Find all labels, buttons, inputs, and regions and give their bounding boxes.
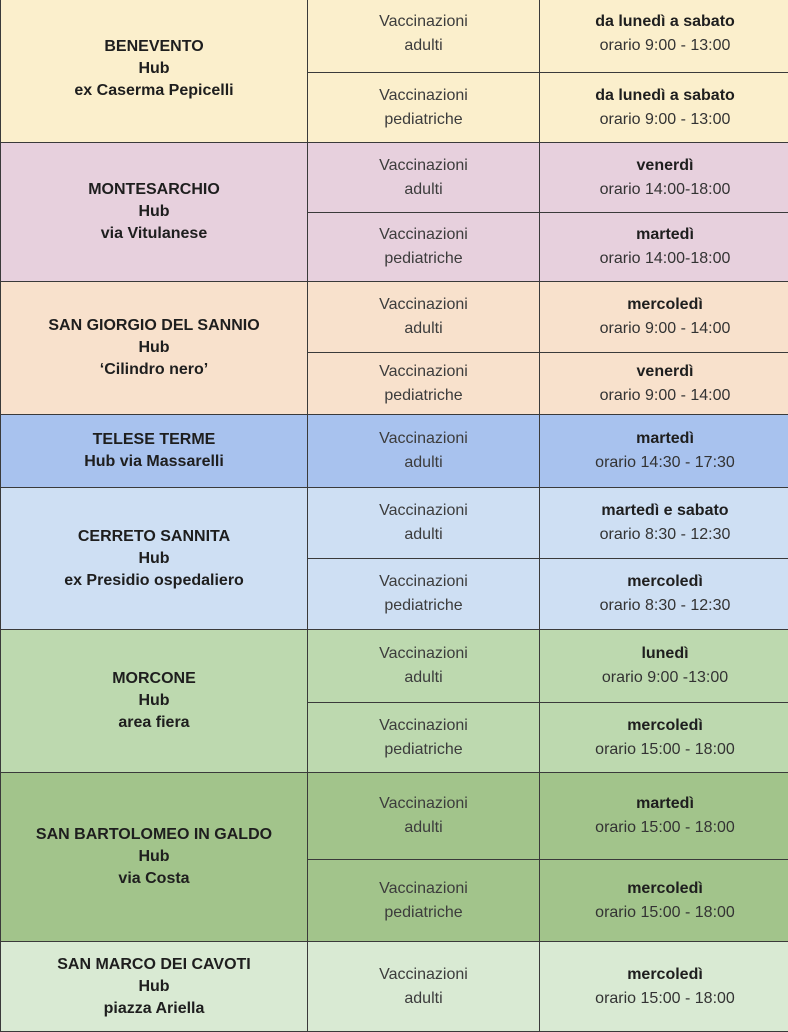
table-row	[1, 488, 788, 559]
schedule-hours: orario 9:00 - 13:00	[544, 108, 786, 132]
vaccination-type-line: pediatriche	[312, 901, 535, 925]
vaccination-type-line: adulti	[312, 816, 535, 840]
location-line: Hub	[5, 337, 303, 359]
location-line: ex Caserma Pepicelli	[5, 80, 303, 102]
schedule-days: da lunedì a sabato	[544, 84, 786, 108]
table-row	[1, 143, 788, 213]
table-row	[1, 630, 788, 703]
schedule-cell	[540, 143, 788, 213]
vaccination-type-cell	[308, 630, 540, 703]
vaccination-type-line: pediatriche	[312, 108, 535, 132]
vaccination-type-line: Vaccinazioni	[312, 877, 535, 901]
schedule-cell	[540, 942, 788, 1032]
location-line: SAN GIORGIO DEL SANNIO	[5, 315, 303, 337]
location-line: ex Presidio ospedaliero	[5, 570, 303, 592]
schedule-hours: orario 14:00-18:00	[544, 247, 786, 271]
schedule-days: martedì	[544, 427, 786, 451]
schedule-days: mercoledì	[544, 293, 786, 317]
schedule-days: da lunedì a sabato	[544, 10, 786, 34]
schedule-days: venerdì	[544, 154, 786, 178]
location-line: TELESE TERME	[5, 429, 303, 451]
schedule-days: martedì	[544, 792, 786, 816]
schedule-cell	[540, 353, 788, 415]
table-row	[1, 0, 788, 73]
location-line: BENEVENTO	[5, 36, 303, 58]
location-line: area fiera	[5, 712, 303, 734]
vaccination-type-line: Vaccinazioni	[312, 963, 535, 987]
schedule-cell	[540, 630, 788, 703]
vaccination-type-cell	[308, 353, 540, 415]
vaccination-type-cell	[308, 703, 540, 773]
schedule-hours: orario 9:00 - 13:00	[544, 34, 786, 58]
location-line: Hub	[5, 976, 303, 998]
table-row	[1, 415, 788, 488]
vaccination-type-line: adulti	[312, 523, 535, 547]
schedule-hours: orario 15:00 - 18:00	[544, 816, 786, 840]
schedule-cell	[540, 773, 788, 860]
vaccination-type-cell	[308, 559, 540, 630]
vaccination-type-cell	[308, 942, 540, 1032]
schedule-hours: orario 15:00 - 18:00	[544, 738, 786, 762]
vaccination-type-line: adulti	[312, 666, 535, 690]
vaccination-type-line: pediatriche	[312, 594, 535, 618]
location-cell	[1, 415, 308, 488]
vaccination-type-line: Vaccinazioni	[312, 154, 535, 178]
location-line: SAN BARTOLOMEO IN GALDO	[5, 824, 303, 846]
vaccination-type-line: Vaccinazioni	[312, 223, 535, 247]
location-line: Hub	[5, 690, 303, 712]
location-line: SAN MARCO DEI CAVOTI	[5, 954, 303, 976]
vaccination-type-line: adulti	[312, 178, 535, 202]
vaccination-type-cell	[308, 0, 540, 73]
location-line: MONTESARCHIO	[5, 179, 303, 201]
vaccination-type-line: pediatriche	[312, 247, 535, 271]
schedule-days: mercoledì	[544, 963, 786, 987]
vaccination-type-line: adulti	[312, 451, 535, 475]
schedule-days: mercoledì	[544, 714, 786, 738]
vaccination-type-cell	[308, 213, 540, 282]
schedule-cell	[540, 213, 788, 282]
location-line: MORCONE	[5, 668, 303, 690]
vaccination-type-line: adulti	[312, 317, 535, 341]
schedule-cell	[540, 559, 788, 630]
table-row	[1, 282, 788, 353]
vaccination-type-line: Vaccinazioni	[312, 792, 535, 816]
location-cell	[1, 143, 308, 282]
location-cell	[1, 488, 308, 630]
location-cell	[1, 630, 308, 773]
location-line: piazza Ariella	[5, 998, 303, 1020]
vaccination-type-cell	[308, 860, 540, 942]
vaccination-type-line: pediatriche	[312, 738, 535, 762]
schedule-cell	[540, 73, 788, 143]
schedule-days: mercoledì	[544, 877, 786, 901]
schedule-days: lunedì	[544, 642, 786, 666]
location-line: Hub	[5, 58, 303, 80]
vaccination-type-line: Vaccinazioni	[312, 293, 535, 317]
vaccination-type-cell	[308, 488, 540, 559]
location-line: via Costa	[5, 868, 303, 890]
schedule-hours: orario 8:30 - 12:30	[544, 523, 786, 547]
location-line: via Vitulanese	[5, 223, 303, 245]
schedule-cell	[540, 282, 788, 353]
location-line: CERRETO SANNITA	[5, 526, 303, 548]
schedule-cell	[540, 488, 788, 559]
vaccination-type-line: Vaccinazioni	[312, 360, 535, 384]
schedule-hours: orario 8:30 - 12:30	[544, 594, 786, 618]
vaccination-type-line: Vaccinazioni	[312, 570, 535, 594]
location-line: Hub	[5, 846, 303, 868]
schedule-hours: orario 9:00 - 14:00	[544, 317, 786, 341]
vaccination-type-line: Vaccinazioni	[312, 427, 535, 451]
vaccination-type-cell	[308, 773, 540, 860]
schedule-cell	[540, 703, 788, 773]
vaccination-type-cell	[308, 73, 540, 143]
schedule-hours: orario 14:30 - 17:30	[544, 451, 786, 475]
vaccination-type-cell	[308, 143, 540, 213]
schedule-cell	[540, 0, 788, 73]
schedule-cell	[540, 860, 788, 942]
vaccination-type-cell	[308, 415, 540, 488]
location-line: Hub via Massarelli	[5, 451, 303, 473]
schedule-cell	[540, 415, 788, 488]
table-row	[1, 773, 788, 860]
vaccination-type-line: pediatriche	[312, 384, 535, 408]
location-cell	[1, 942, 308, 1032]
vaccination-type-line: Vaccinazioni	[312, 10, 535, 34]
schedule-hours: orario 9:00 -13:00	[544, 666, 786, 690]
location-cell	[1, 0, 308, 143]
location-line: Hub	[5, 201, 303, 223]
schedule-hours: orario 15:00 - 18:00	[544, 901, 786, 925]
vaccination-type-line: Vaccinazioni	[312, 84, 535, 108]
vaccination-type-cell	[308, 282, 540, 353]
schedule-hours: orario 14:00-18:00	[544, 178, 786, 202]
schedule-hours: orario 9:00 - 14:00	[544, 384, 786, 408]
schedule-days: mercoledì	[544, 570, 786, 594]
location-line: ‘Cilindro nero’	[5, 359, 303, 381]
schedule-days: martedì	[544, 223, 786, 247]
vaccination-type-line: Vaccinazioni	[312, 499, 535, 523]
vaccination-type-line: Vaccinazioni	[312, 642, 535, 666]
vaccination-type-line: adulti	[312, 987, 535, 1011]
location-line: Hub	[5, 548, 303, 570]
location-cell	[1, 773, 308, 942]
table-row	[1, 942, 788, 1032]
schedule-days: martedì e sabato	[544, 499, 786, 523]
schedule-hours: orario 15:00 - 18:00	[544, 987, 786, 1011]
vaccination-type-line: Vaccinazioni	[312, 714, 535, 738]
schedule-days: venerdì	[544, 360, 786, 384]
vaccination-type-line: adulti	[312, 34, 535, 58]
location-cell	[1, 282, 308, 415]
